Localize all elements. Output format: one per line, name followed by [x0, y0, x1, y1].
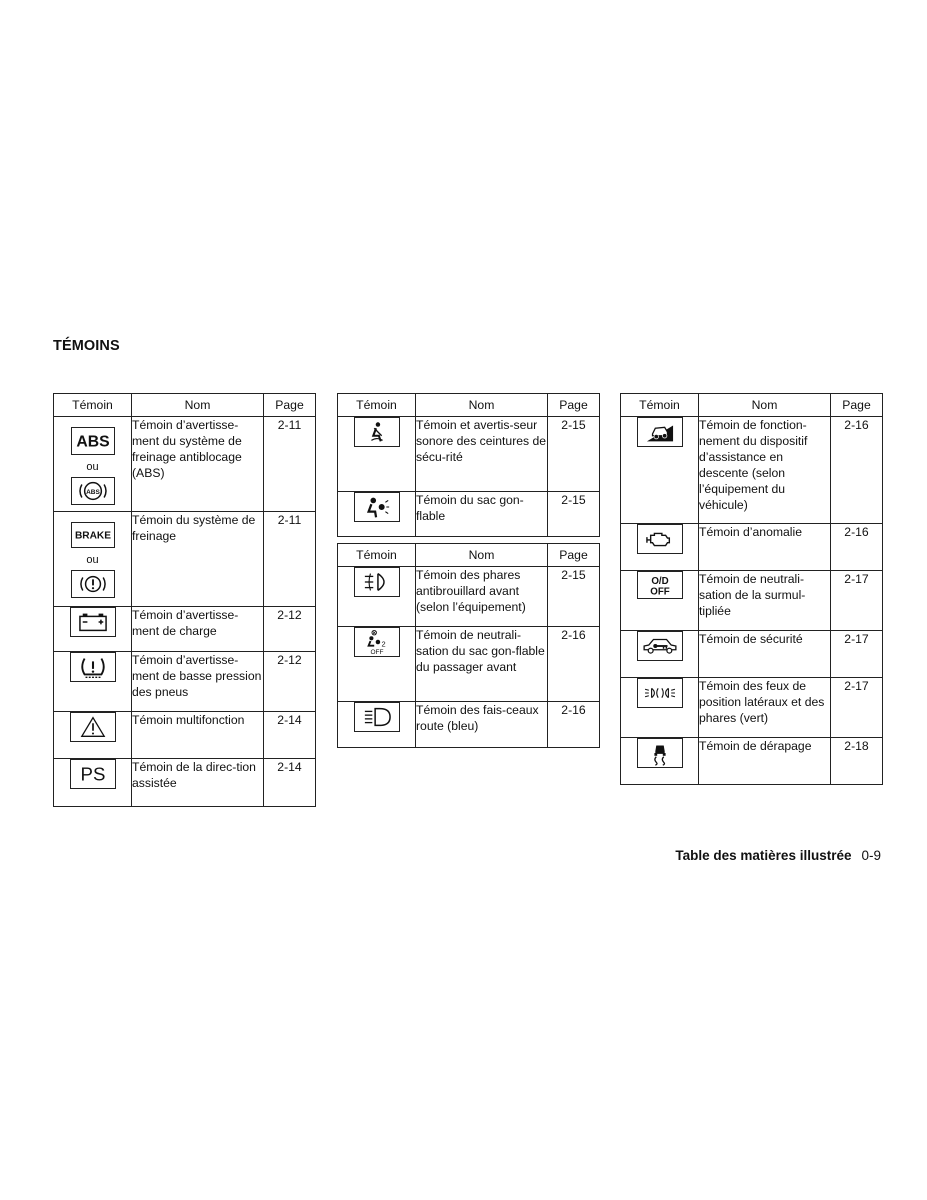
name-cell: Témoin d’avertisse-ment de basse pression des pneus	[132, 652, 264, 712]
table-row	[621, 678, 883, 738]
footer-title: Table des matières illustrée	[675, 848, 852, 863]
page-cell: 2-14	[264, 759, 316, 807]
front-fog-light-icon	[354, 567, 400, 597]
svg-text:ABS: ABS	[75, 433, 110, 451]
icon-cell	[621, 738, 699, 785]
table-row	[54, 652, 316, 712]
airbag-icon	[354, 492, 400, 522]
icon-cell	[54, 759, 132, 807]
header-icon: Témoin	[338, 394, 416, 417]
table-row	[338, 627, 600, 702]
header-page: Page	[548, 394, 600, 417]
abs-text-icon	[71, 427, 115, 455]
table-row	[621, 631, 883, 678]
header-icon: Témoin	[621, 394, 699, 417]
name-cell: Témoin de neutrali-sation de la surmul-tipliée	[699, 571, 831, 631]
icon-cell	[621, 678, 699, 738]
table-header	[54, 394, 316, 417]
name-cell: Témoin des phares antibrouillard avant (selon l’équipement)	[416, 567, 548, 627]
high-beam-icon	[354, 702, 400, 732]
table-header	[338, 544, 600, 567]
icon-cell	[54, 712, 132, 759]
table-header	[338, 394, 600, 417]
passenger-airbag-off-icon	[354, 627, 400, 657]
page-cell: 2-12	[264, 652, 316, 712]
page-cell: 2-15	[548, 417, 600, 492]
table-row	[621, 417, 883, 524]
table-row	[621, 738, 883, 785]
page-cell: 2-15	[548, 567, 600, 627]
header-page: Page	[831, 394, 883, 417]
brake-circle-icon	[71, 570, 115, 598]
name-cell: Témoin des feux de position latéraux et des phares (vert)	[699, 678, 831, 738]
name-cell: Témoin du sac gon-flable	[416, 492, 548, 537]
table-row	[54, 607, 316, 652]
icon-cell	[621, 524, 699, 571]
table-row	[54, 759, 316, 807]
brake-text-icon	[71, 522, 115, 548]
svg-text:ABS: ABS	[85, 488, 100, 496]
page-cell: 2-17	[831, 678, 883, 738]
position-lights-icon	[637, 678, 683, 708]
table-row	[54, 417, 316, 512]
header-name: Nom	[699, 394, 831, 417]
svg-text:O/D: O/D	[650, 576, 669, 588]
header-icon: Témoin	[338, 544, 416, 567]
icon-cell	[621, 631, 699, 678]
page-cell: 2-17	[831, 571, 883, 631]
icon-cell	[338, 627, 416, 702]
table-row	[338, 567, 600, 627]
header-name: Nom	[416, 544, 548, 567]
icon-cell	[54, 607, 132, 652]
name-cell: Témoin de fonction-nement du dispositif d’assistance en descente (selon l’équipement du véhicule)	[699, 417, 831, 524]
page-cell: 2-16	[831, 524, 883, 571]
name-cell: Témoin de neutrali-sation du sac gon-flable du passager avant	[416, 627, 548, 702]
page-cell: 2-11	[264, 512, 316, 607]
abs-circle-icon	[71, 477, 115, 505]
svg-text:OFF: OFF	[649, 586, 670, 598]
header-page: Page	[548, 544, 600, 567]
footer-page-number: 0-9	[861, 848, 881, 863]
page-cell: 2-11	[264, 417, 316, 512]
table-row	[338, 702, 600, 748]
icon-cell	[338, 492, 416, 537]
table-row	[621, 524, 883, 571]
header-page: Page	[264, 394, 316, 417]
check-engine-icon	[637, 524, 683, 554]
header-icon: Témoin	[54, 394, 132, 417]
header-name: Nom	[416, 394, 548, 417]
header-name: Nom	[132, 394, 264, 417]
page-cell: 2-16	[831, 417, 883, 524]
icon-cell	[338, 702, 416, 748]
icon-cell	[54, 512, 132, 607]
table-row	[54, 512, 316, 607]
page-cell: 2-16	[548, 702, 600, 748]
warning-table-2a	[337, 393, 600, 537]
page-cell: 2-14	[264, 712, 316, 759]
warning-table-3	[620, 393, 883, 785]
svg-text:OFF: OFF	[369, 649, 384, 656]
name-cell: Témoin et avertis-seur sonore des ceintures de sécu-rité	[416, 417, 548, 492]
warning-table-1	[53, 393, 316, 807]
svg-text:PS: PS	[80, 763, 105, 785]
icon-cell	[621, 417, 699, 524]
icon-cell	[338, 567, 416, 627]
or-label: ou	[86, 554, 99, 566]
table-row	[338, 417, 600, 492]
od-off-icon	[637, 571, 683, 599]
table-row	[621, 571, 883, 631]
warning-triangle-icon	[70, 712, 116, 742]
name-cell: Témoin de sécurité	[699, 631, 831, 678]
name-cell: Témoin d’anomalie	[699, 524, 831, 571]
name-cell: Témoin multifonction	[132, 712, 264, 759]
page-cell: 2-18	[831, 738, 883, 785]
name-cell: Témoin d’avertisse-ment de charge	[132, 607, 264, 652]
name-cell: Témoin de dérapage	[699, 738, 831, 785]
table-row	[338, 492, 600, 537]
icon-cell	[621, 571, 699, 631]
name-cell: Témoin du système de freinage	[132, 512, 264, 607]
page-cell: 2-16	[548, 627, 600, 702]
icon-cell	[338, 417, 416, 492]
tire-pressure-icon	[70, 652, 116, 682]
icon-cell	[54, 652, 132, 712]
name-cell: Témoin de la direc-tion assistée	[132, 759, 264, 807]
slip-icon	[637, 738, 683, 768]
svg-text:2: 2	[380, 639, 386, 649]
warning-table-2b	[337, 543, 600, 748]
name-cell: Témoin d’avertisse-ment du système de freinage antiblocage (ABS)	[132, 417, 264, 512]
svg-text:BRAKE: BRAKE	[74, 530, 111, 542]
name-cell: Témoin des fais-ceaux route (bleu)	[416, 702, 548, 748]
or-label: ou	[86, 461, 99, 473]
page-cell: 2-12	[264, 607, 316, 652]
battery-icon	[70, 607, 116, 637]
table-header	[621, 394, 883, 417]
section-title: TÉMOINS	[53, 338, 120, 354]
seatbelt-icon	[354, 417, 400, 447]
ps-text-icon	[70, 759, 116, 789]
security-car-key-icon	[637, 631, 683, 661]
page-cell: 2-17	[831, 631, 883, 678]
table-row	[54, 712, 316, 759]
icon-cell	[54, 417, 132, 512]
page-footer	[675, 848, 881, 863]
hill-descent-icon	[637, 417, 683, 447]
page-cell: 2-15	[548, 492, 600, 537]
